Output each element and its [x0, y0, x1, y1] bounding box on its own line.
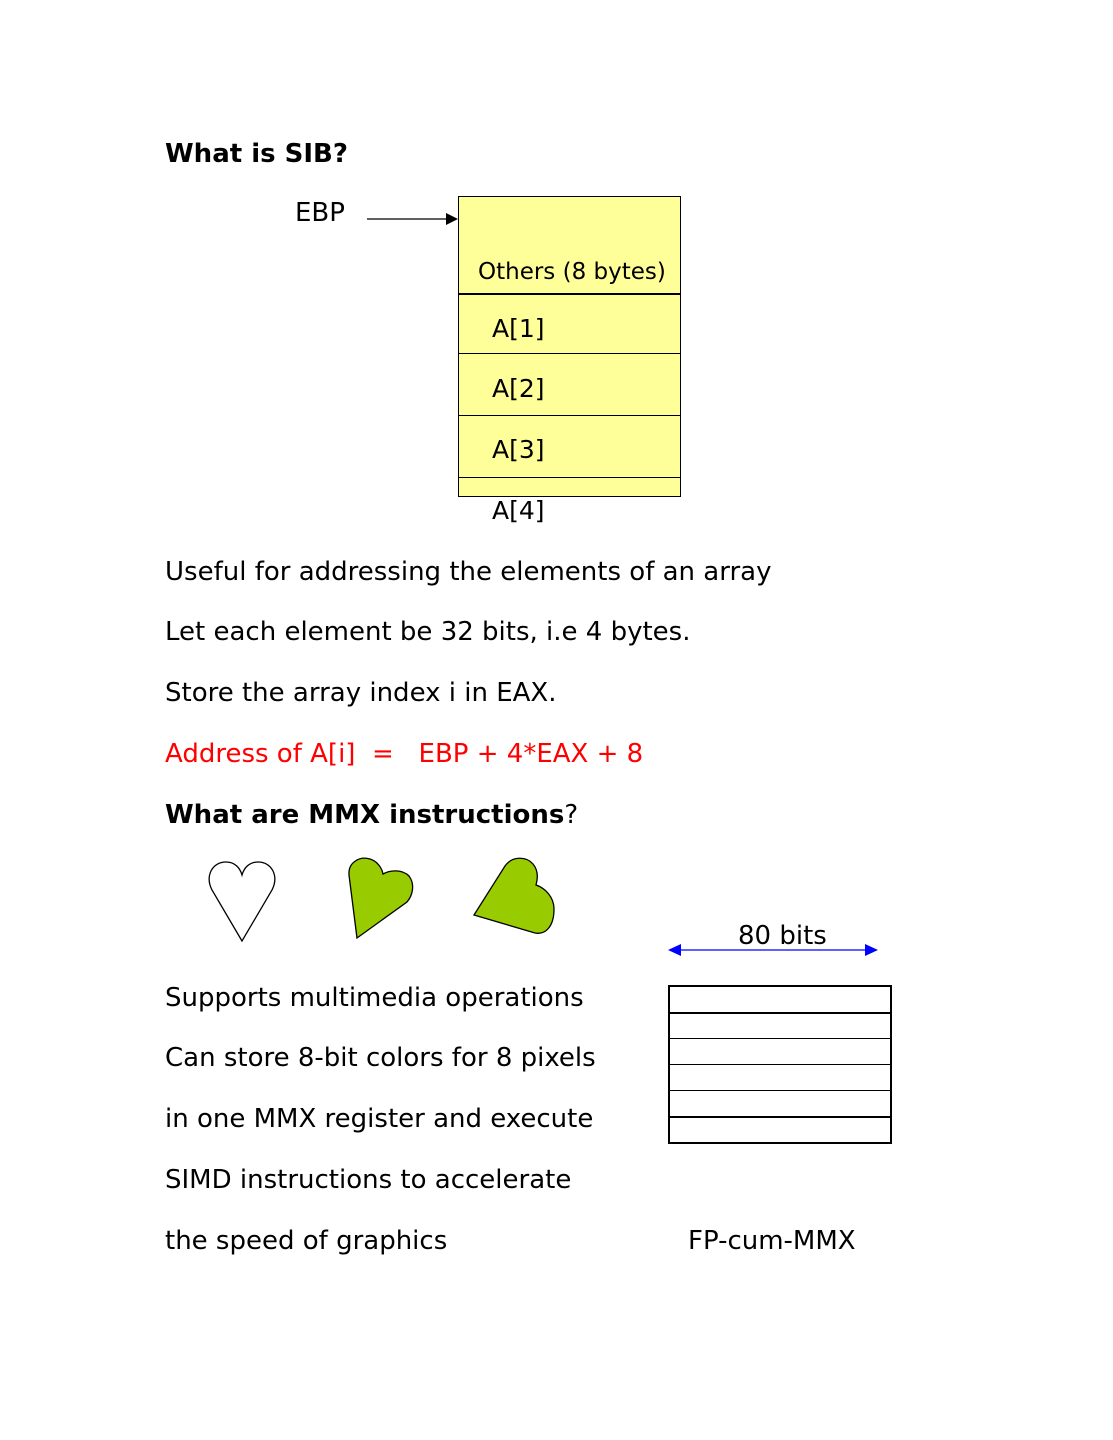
- mmx-line-2: Can store 8-bit colors for 8 pixels: [165, 1043, 596, 1073]
- register-divider: [670, 1116, 890, 1118]
- register-divider: [670, 1090, 890, 1091]
- mmx-line-3: in one MMX register and execute: [165, 1104, 594, 1134]
- sib-line-1: Useful for addressing the elements of an array: [165, 557, 772, 587]
- address-formula: Address of A[i] = EBP + 4*EAX + 8: [165, 739, 644, 769]
- register-caption: FP-cum-MMX: [688, 1226, 856, 1256]
- mmx-line-4: SIMD instructions to accelerate: [165, 1165, 572, 1195]
- mmx-register-diagram: [668, 985, 892, 1144]
- cell-divider: [459, 353, 680, 354]
- memory-cell-a3: A[3]: [492, 435, 545, 464]
- mmx-line-5: the speed of graphics: [165, 1226, 448, 1256]
- register-divider: [670, 1038, 890, 1039]
- sib-line-2: Let each element be 32 bits, i.e 4 bytes.: [165, 617, 691, 647]
- cell-divider: [459, 293, 680, 295]
- memory-cell-a4: A[4]: [492, 496, 545, 525]
- ebp-label: EBP: [295, 198, 345, 228]
- mmx-heading: [165, 800, 578, 830]
- memory-cell-a1: A[1]: [492, 314, 545, 343]
- mmx-heading-mark: ?: [564, 800, 579, 830]
- register-divider: [670, 1012, 890, 1014]
- cell-divider: [459, 477, 680, 478]
- register-divider: [670, 1064, 890, 1065]
- memory-stack-diagram: [458, 196, 681, 525]
- double-arrow-icon: [0, 0, 1, 1]
- memory-cell-a2: A[2]: [492, 374, 545, 403]
- mmx-line-1: Supports multimedia operations: [165, 983, 584, 1013]
- sib-heading: What is SIB?: [165, 139, 348, 169]
- register-width-label: 80 bits: [738, 921, 827, 951]
- memory-cell-others: Others (8 bytes): [478, 259, 666, 285]
- cell-divider: [459, 415, 680, 416]
- mmx-heading-text: What are MMX instructions: [165, 800, 565, 830]
- sib-line-3: Store the array index i in EAX.: [165, 678, 557, 708]
